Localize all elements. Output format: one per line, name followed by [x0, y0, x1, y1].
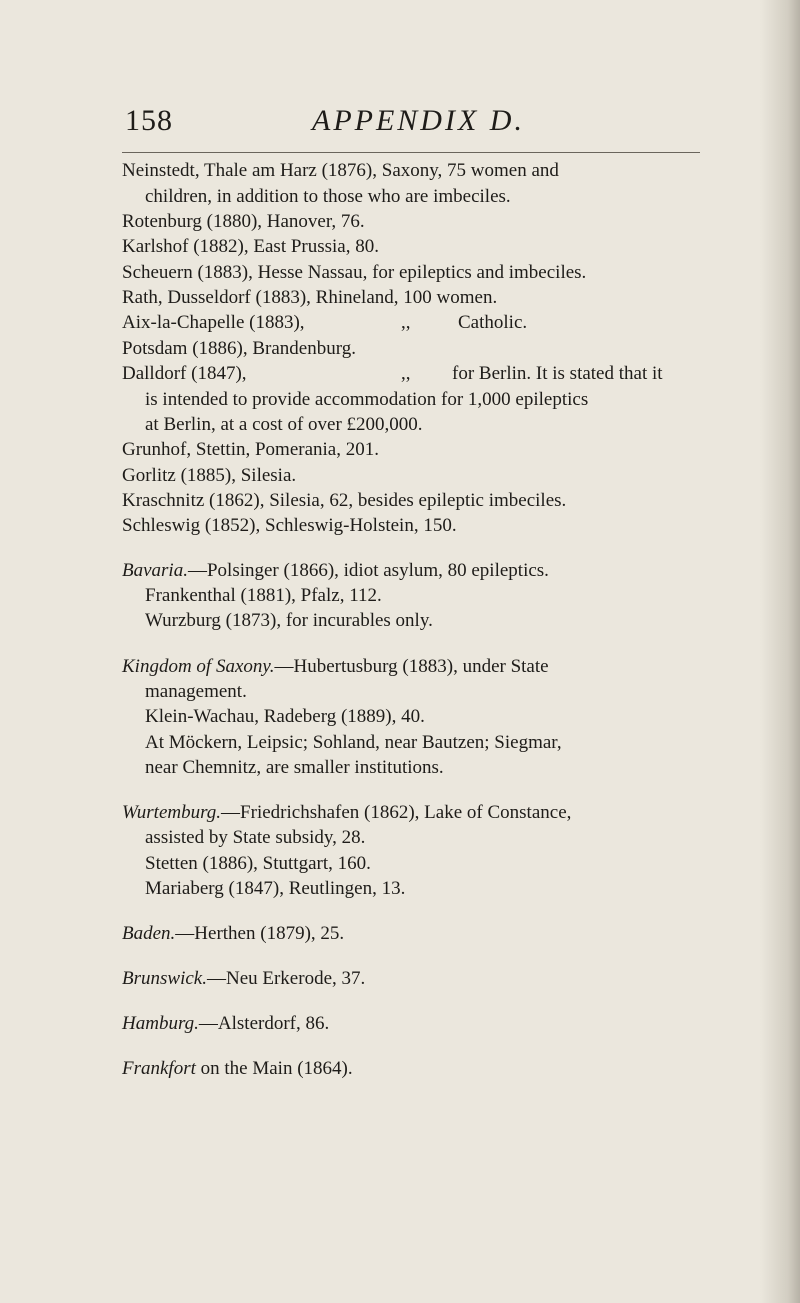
section-line	[122, 802, 571, 824]
text-line: children, in addition to those who are imbeciles.	[145, 186, 511, 207]
header-rule	[122, 152, 700, 153]
text-line: Frankenthal (1881), Pfalz, 112.	[145, 585, 382, 606]
section-text: —Herthen (1879), 25.	[175, 923, 345, 944]
section-heading: Kingdom of Saxony.	[122, 656, 275, 677]
section-line	[122, 968, 365, 990]
text-line: Wurzburg (1873), for incurables only.	[145, 610, 433, 631]
text-line: at Berlin, at a cost of over £200,000.	[145, 414, 423, 435]
section-text: —Neu Erkerode, 37.	[206, 968, 366, 989]
section-line	[122, 560, 549, 582]
section-text: —Polsinger (1866), idiot asylum, 80 epileptics.	[187, 560, 549, 581]
text-line: Rath, Dusseldorf (1883), Rhineland, 100 women.	[122, 287, 498, 308]
text-line: Klein-Wachau, Radeberg (1889), 40.	[145, 706, 425, 727]
page-edge-shadow	[760, 0, 800, 1303]
text-line: is intended to provide accommodation for 1,000 epileptics	[145, 389, 589, 410]
section-heading: Wurtemburg.	[122, 802, 222, 823]
running-head: APPENDIX D.	[312, 104, 525, 137]
section-heading: Hamburg.	[122, 1013, 199, 1034]
text-line: Stetten (1886), Stuttgart, 160.	[145, 853, 371, 874]
text-line: Grunhof, Stettin, Pomerania, 201.	[122, 439, 379, 460]
section-text: —Alsterdorf, 86.	[198, 1013, 330, 1034]
text-line: Gorlitz (1885), Silesia.	[122, 465, 297, 486]
text-line: management.	[145, 681, 247, 702]
text-line: Karlshof (1882), East Prussia, 80.	[122, 236, 379, 257]
section-heading: Baden.	[122, 923, 176, 944]
text-line: Aix-la-Chapelle (1883),	[122, 312, 305, 333]
text-line: near Chemnitz, are smaller institutions.	[145, 757, 444, 778]
text-line: for Berlin. It is stated that it	[452, 363, 663, 384]
section-line	[122, 1058, 353, 1080]
text-line: Kraschnitz (1862), Silesia, 62, besides epileptic imbeciles.	[122, 490, 567, 511]
section-line	[122, 923, 344, 945]
text-line: Rotenburg (1880), Hanover, 76.	[122, 211, 365, 232]
section-heading: Bavaria.	[122, 560, 188, 581]
text-line: Mariaberg (1847), Reutlingen, 13.	[145, 878, 406, 899]
section-text: —Friedrichshafen (1862), Lake of Constance,	[221, 802, 572, 823]
text-line: Schleswig (1852), Schleswig-Holstein, 150.	[122, 515, 457, 536]
text-line: assisted by State subsidy, 28.	[145, 827, 366, 848]
page-number: 158	[125, 104, 173, 137]
text-line: Scheuern (1883), Hesse Nassau, for epileptics and imbeciles.	[122, 262, 587, 283]
section-heading: Brunswick.	[122, 968, 207, 989]
text-line: Potsdam (1886), Brandenburg.	[122, 338, 356, 359]
section-line	[122, 656, 549, 678]
ditto-mark: ,,	[401, 312, 411, 333]
ditto-mark: ,,	[401, 363, 411, 384]
text-line: Neinstedt, Thale am Harz (1876), Saxony, 75 women and	[122, 160, 559, 181]
page-header	[0, 104, 800, 144]
section-text: on the Main (1864).	[195, 1058, 353, 1079]
text-line: Catholic.	[458, 312, 528, 333]
section-line	[122, 1013, 329, 1035]
section-heading: Frankfort	[122, 1058, 196, 1079]
text-line: At Möckern, Leipsic; Sohland, near Bautzen; Siegmar,	[145, 732, 562, 753]
text-line: Dalldorf (1847),	[122, 363, 247, 384]
section-text: —Hubertusburg (1883), under State	[274, 656, 549, 677]
